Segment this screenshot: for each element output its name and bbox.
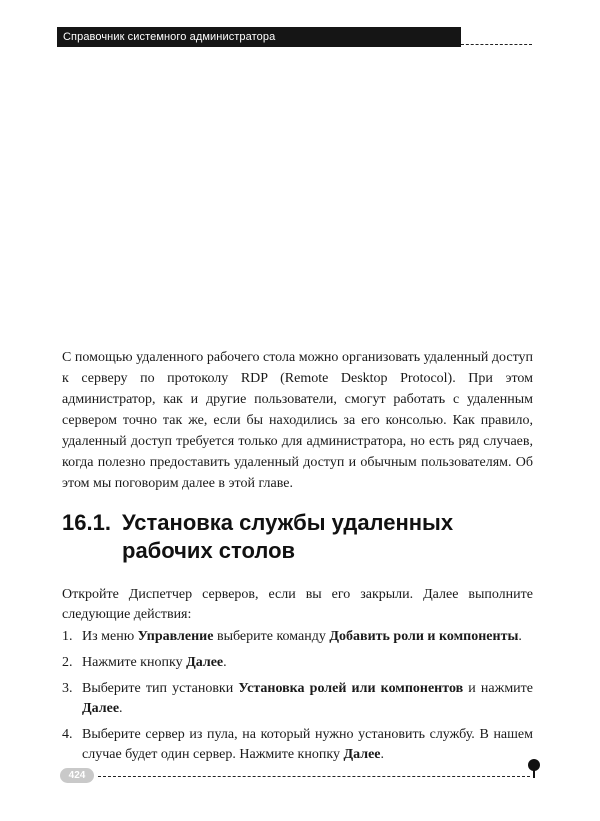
intro-paragraph: С помощью удаленного рабочего стола можно организовать удаленный доступ к серверу по протоколу RDP (Remote Desktop Protocol). При этом администратор, как и другие пользователи, смогут работать с удаленным сервером точно так же, если бы находились за его консолью. Как правило, удаленный доступ требуется только для администратора, но есть ряд случаев, когда полезно предоставить удаленный доступ и обычным пользователям. Об этом мы поговорим далее в этой главе.: [62, 350, 533, 491]
book-title: Справочник системного администратора: [63, 31, 276, 43]
list-item: 3. Выберите тип установки Установка ролей или компонентов и нажмите Далее.: [62, 681, 533, 716]
page-number: 424: [68, 770, 86, 781]
option-name: Установка ролей или компонентов: [238, 681, 464, 696]
footer-dashed-rule: [98, 776, 530, 777]
footer-tick-mark: [533, 770, 535, 778]
button-name: Далее: [186, 655, 224, 670]
section-heading: [62, 509, 542, 565]
lead-paragraph: Откройте Диспетчер серверов, если вы его закрыли. Далее выполните следующие действия:: [62, 587, 533, 622]
list-item: 2. Нажмите кнопку Далее.: [62, 655, 227, 670]
page-number-badge: [60, 768, 94, 783]
section-title-line1: Установка службы удаленных: [122, 510, 454, 535]
command-name: Добавить роли и компоненты: [329, 629, 519, 644]
list-item: 4. Выберите сервер из пула, на который нужно установить службу. В нашем случае будет один сервер. Нажмите кнопку Далее.: [62, 727, 533, 762]
button-name: Далее: [343, 747, 381, 762]
list-item: 1. Из меню Управление выберите команду Добавить роли и компоненты.: [62, 629, 522, 644]
steps-list: [62, 627, 533, 771]
section-number: 16.1.: [62, 510, 111, 535]
running-header: [57, 27, 461, 47]
button-name: Далее: [82, 701, 120, 716]
header-dashed-rule: [461, 44, 532, 45]
menu-name: Управление: [137, 629, 214, 644]
section-title-line2: рабочих столов: [122, 538, 296, 563]
